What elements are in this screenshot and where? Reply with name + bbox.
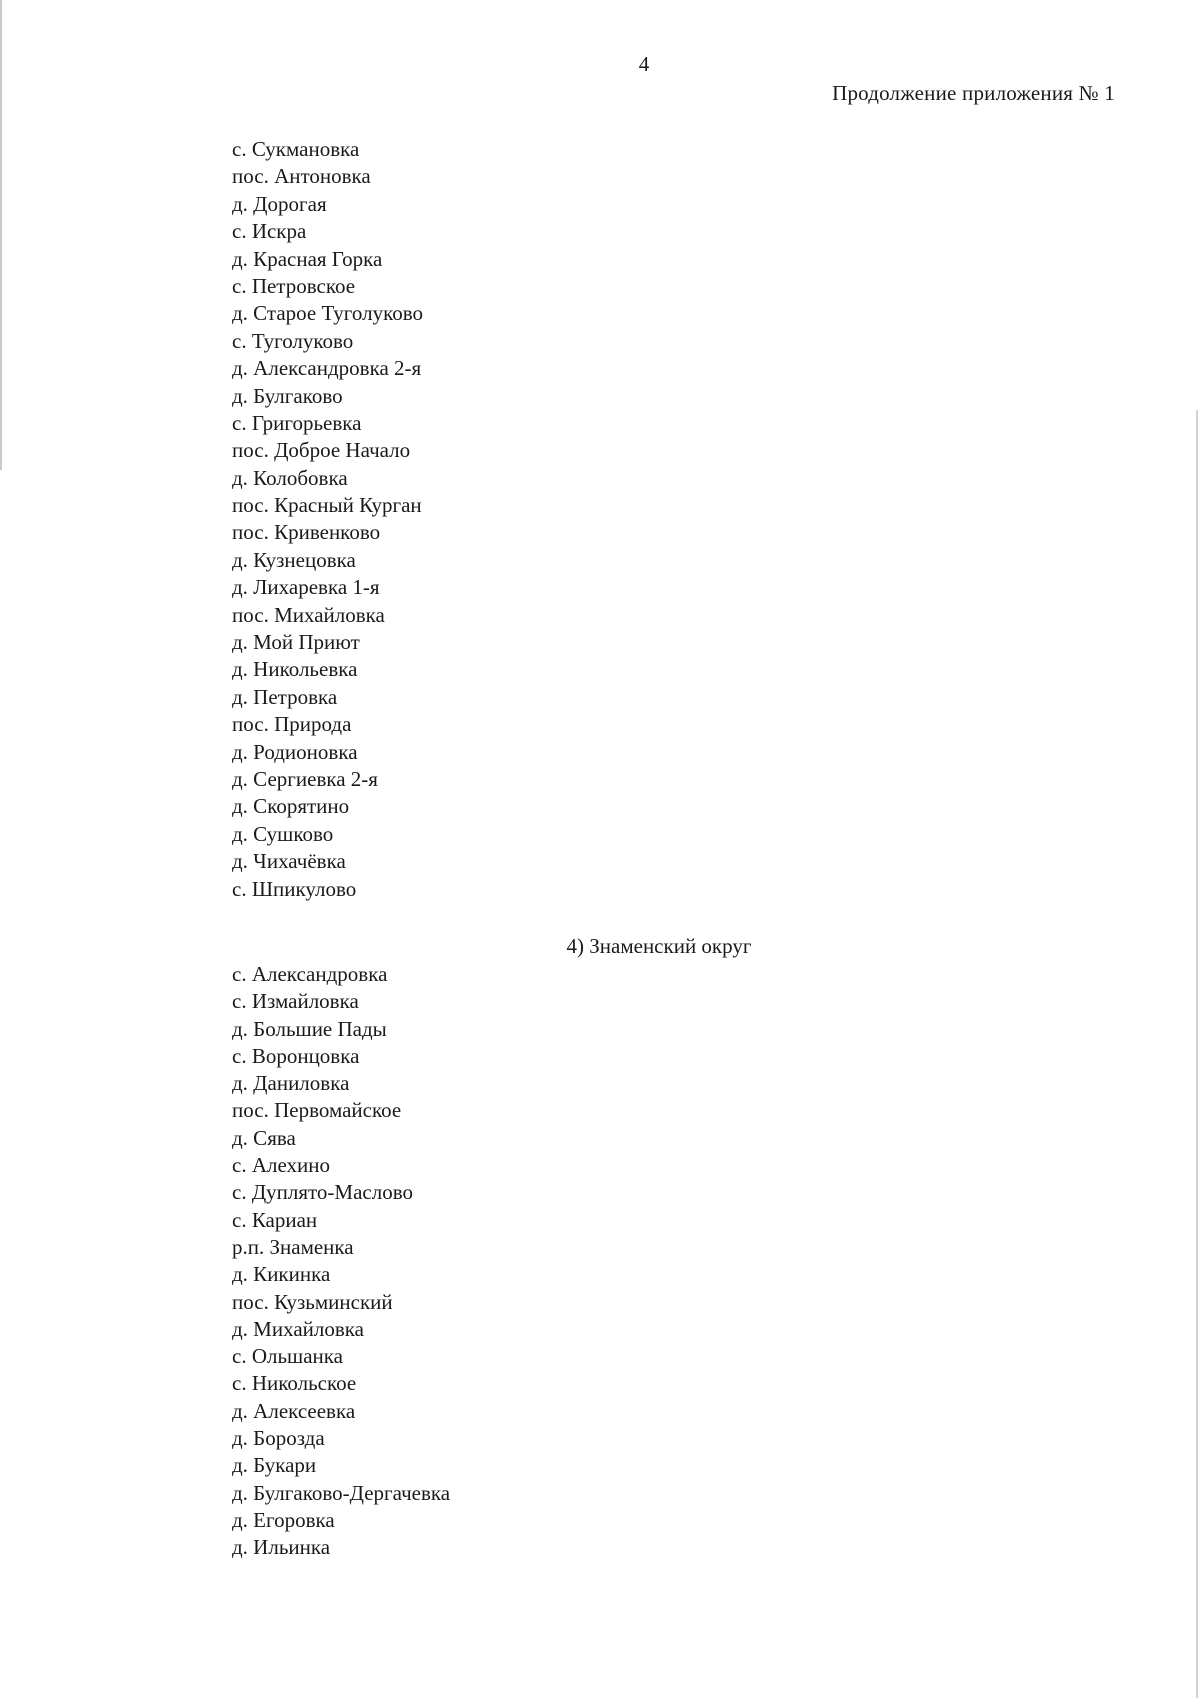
settlement-list-1	[232, 136, 423, 903]
list-item: д. Алексеевка	[232, 1398, 356, 1423]
list-item: с. Сукмановка	[232, 137, 360, 161]
list-item: пос. Доброе Начало	[232, 438, 411, 463]
list-item: д. Сява	[232, 1125, 296, 1150]
list-item: с. Петровское	[232, 273, 356, 298]
page-number: 4	[638, 52, 650, 76]
list-item: д. Булгаково-Дергачевка	[232, 1480, 451, 1505]
list-item: д. Александровка 2-я	[232, 356, 422, 381]
list-item: р.п. Знаменка	[232, 1234, 354, 1259]
list-item: д. Кикинка	[232, 1262, 331, 1287]
list-item: с. Никольское	[232, 1371, 357, 1396]
list-item: д. Никольевка	[232, 657, 358, 682]
list-item: пос. Кривенково	[232, 520, 381, 545]
list-item: д. Борозда	[232, 1426, 325, 1451]
list-item: пос. Антоновка	[232, 164, 371, 189]
list-item: д. Большие Пады	[232, 1016, 387, 1041]
appendix-continuation-header: Продолжение приложения № 1	[832, 81, 1115, 105]
list-item: с. Ольшанка	[232, 1344, 343, 1369]
list-item: д. Скорятино	[232, 794, 350, 819]
list-item: пос. Кузьминский	[232, 1289, 393, 1314]
list-item: пос. Михайловка	[232, 602, 385, 627]
list-item: д. Мой Приют	[232, 630, 360, 655]
list-item: д. Красная Горка	[232, 246, 383, 271]
list-item: пос. Красный Курган	[232, 493, 422, 518]
list-item: пос. Первомайское	[232, 1098, 402, 1123]
list-item: д. Букари	[232, 1453, 317, 1478]
list-item: д. Петровка	[232, 684, 338, 709]
list-item: д. Булгаково	[232, 383, 343, 408]
list-item: с. Григорьевка	[232, 410, 362, 435]
list-item: с. Кариан	[232, 1207, 318, 1232]
scan-edge-right	[1196, 410, 1198, 1698]
list-item: д. Лихаревка 1-я	[232, 575, 380, 600]
list-item: д. Даниловка	[232, 1071, 350, 1096]
list-item: д. Кузнецовка	[232, 547, 356, 572]
list-item: с. Измайловка	[232, 989, 359, 1014]
list-item: д. Колобовка	[232, 465, 348, 490]
list-item: д. Егоровка	[232, 1507, 335, 1532]
list-item: с. Дуплято-Маслово	[232, 1180, 413, 1205]
list-item: с. Александровка	[232, 962, 388, 986]
list-item: с. Воронцовка	[232, 1043, 360, 1068]
list-item: д. Чихачёвка	[232, 849, 346, 874]
list-item: с. Туголуково	[232, 328, 354, 353]
list-item: с. Алехино	[232, 1153, 330, 1178]
list-item: с. Искра	[232, 219, 307, 244]
list-item: д. Сергиевка 2-я	[232, 766, 378, 791]
list-item: д. Ильинка	[232, 1535, 331, 1560]
list-item: с. Шпикулово	[232, 876, 357, 901]
list-item: д. Сушково	[232, 821, 334, 846]
list-item: д. Родионовка	[232, 739, 358, 764]
settlement-list-2	[232, 961, 450, 1562]
list-item: д. Михайловка	[232, 1316, 364, 1341]
list-item: д. Дорогая	[232, 191, 327, 216]
section-heading-znamensky-okrug: 4) Знаменский округ	[566, 934, 752, 958]
list-item: пос. Природа	[232, 712, 352, 737]
list-item: д. Старое Туголуково	[232, 301, 423, 326]
